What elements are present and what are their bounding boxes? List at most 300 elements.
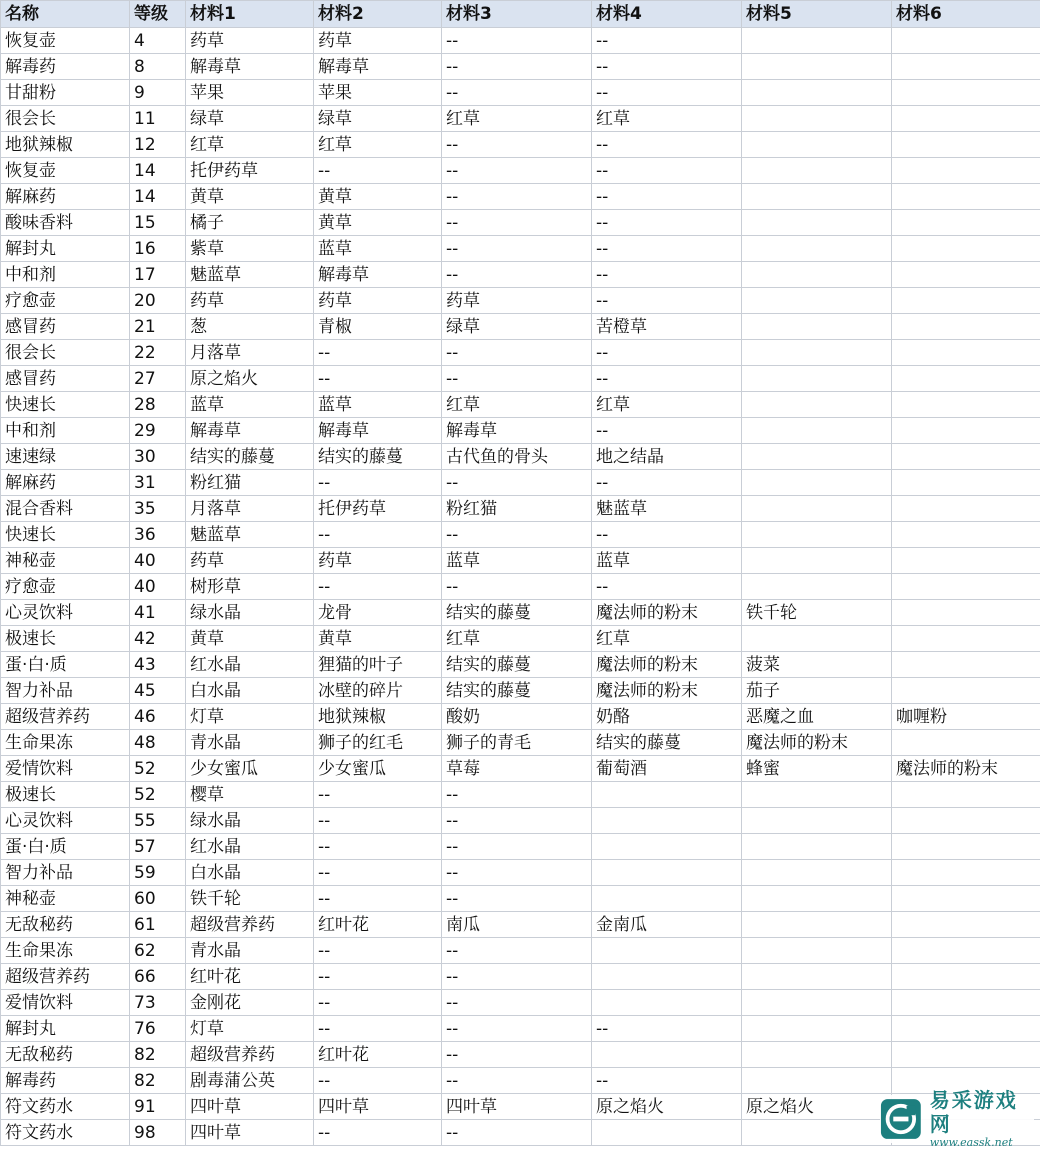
material-cell: -- — [314, 938, 442, 964]
material-cell: -- — [442, 158, 592, 184]
material-cell: -- — [592, 236, 742, 262]
table-row — [1, 1042, 1040, 1068]
material-cell: 原之焰火 — [742, 1094, 892, 1120]
material-cell — [892, 834, 1040, 860]
item-name-cell: 神秘壶 — [1, 886, 130, 912]
material-cell: 红草 — [442, 626, 592, 652]
level-cell: 15 — [130, 210, 186, 236]
material-cell: -- — [442, 1016, 592, 1042]
material-cell: 地狱辣椒 — [314, 704, 442, 730]
material-cell: 药草 — [314, 28, 442, 54]
material-cell — [892, 106, 1040, 132]
material-cell: 结实的藤蔓 — [442, 652, 592, 678]
material-cell — [592, 886, 742, 912]
material-cell: -- — [592, 54, 742, 80]
level-cell: 73 — [130, 990, 186, 1016]
level-cell: 45 — [130, 678, 186, 704]
item-name-cell: 心灵饮料 — [1, 600, 130, 626]
material-cell: 葡萄酒 — [592, 756, 742, 782]
material-cell: 灯草 — [186, 1016, 314, 1042]
table-row — [1, 418, 1040, 444]
table-row — [1, 314, 1040, 340]
material-cell: -- — [592, 470, 742, 496]
level-cell: 55 — [130, 808, 186, 834]
material-cell — [892, 210, 1040, 236]
material-cell: -- — [442, 938, 592, 964]
level-cell: 14 — [130, 158, 186, 184]
material-cell — [892, 236, 1040, 262]
material-cell — [892, 574, 1040, 600]
material-cell — [742, 80, 892, 106]
material-cell: 药草 — [186, 28, 314, 54]
material-cell: 绿草 — [442, 314, 592, 340]
material-cell: -- — [442, 808, 592, 834]
material-cell: 红草 — [314, 132, 442, 158]
table-row — [1, 964, 1040, 990]
level-cell: 31 — [130, 470, 186, 496]
material-cell: -- — [314, 1016, 442, 1042]
level-cell: 42 — [130, 626, 186, 652]
material-cell — [892, 366, 1040, 392]
material-cell: 少女蜜瓜 — [314, 756, 442, 782]
material-cell — [892, 886, 1040, 912]
item-name-cell: 生命果冻 — [1, 730, 130, 756]
material-cell: 托伊药草 — [186, 158, 314, 184]
level-cell: 29 — [130, 418, 186, 444]
material-cell: 红草 — [592, 106, 742, 132]
material-cell: 冰壁的碎片 — [314, 678, 442, 704]
material-cell: -- — [314, 834, 442, 860]
material-cell: 药草 — [442, 288, 592, 314]
material-cell: 药草 — [186, 548, 314, 574]
material-cell: 红草 — [592, 392, 742, 418]
table-row — [1, 886, 1040, 912]
level-cell: 9 — [130, 80, 186, 106]
material-cell — [742, 470, 892, 496]
item-name-cell: 很会长 — [1, 106, 130, 132]
table-row — [1, 834, 1040, 860]
material-cell — [742, 886, 892, 912]
material-cell: 托伊药草 — [314, 496, 442, 522]
material-cell: 古代鱼的骨头 — [442, 444, 592, 470]
level-cell: 66 — [130, 964, 186, 990]
table-row — [1, 444, 1040, 470]
material-cell — [742, 288, 892, 314]
material-cell: 白水晶 — [186, 860, 314, 886]
item-name-cell: 符文药水 — [1, 1120, 130, 1146]
material-cell: 结实的藤蔓 — [314, 444, 442, 470]
table-row — [1, 860, 1040, 886]
material-cell: -- — [592, 1016, 742, 1042]
table-row — [1, 392, 1040, 418]
material-cell — [892, 132, 1040, 158]
material-cell — [892, 938, 1040, 964]
material-cell — [892, 158, 1040, 184]
material-cell: 茄子 — [742, 678, 892, 704]
level-cell: 60 — [130, 886, 186, 912]
material-cell: 魅蓝草 — [186, 522, 314, 548]
material-cell: -- — [314, 808, 442, 834]
column-header: 材料6 — [892, 1, 1040, 28]
level-cell: 46 — [130, 704, 186, 730]
table-row — [1, 704, 1040, 730]
level-cell: 76 — [130, 1016, 186, 1042]
item-name-cell: 解封丸 — [1, 1016, 130, 1042]
material-cell: 黄草 — [186, 184, 314, 210]
item-name-cell: 极速长 — [1, 782, 130, 808]
material-cell: 龙骨 — [314, 600, 442, 626]
column-header: 名称 — [1, 1, 130, 28]
material-cell: 黄草 — [314, 210, 442, 236]
material-cell — [892, 600, 1040, 626]
material-cell — [742, 808, 892, 834]
level-cell: 40 — [130, 548, 186, 574]
table-body — [1, 28, 1040, 1146]
material-cell: -- — [592, 288, 742, 314]
material-cell: 白水晶 — [186, 678, 314, 704]
table-row — [1, 548, 1040, 574]
material-cell — [892, 340, 1040, 366]
material-cell: 粉红猫 — [442, 496, 592, 522]
material-cell — [892, 288, 1040, 314]
item-name-cell: 中和剂 — [1, 262, 130, 288]
material-cell — [742, 522, 892, 548]
material-cell: -- — [592, 262, 742, 288]
level-cell: 28 — [130, 392, 186, 418]
material-cell: 超级营养药 — [186, 912, 314, 938]
material-cell: -- — [592, 574, 742, 600]
material-cell: 灯草 — [186, 704, 314, 730]
item-name-cell: 蛋·白·质 — [1, 834, 130, 860]
material-cell — [592, 860, 742, 886]
material-cell: -- — [442, 782, 592, 808]
material-cell — [742, 938, 892, 964]
table-row — [1, 54, 1040, 80]
material-cell — [742, 990, 892, 1016]
material-cell — [742, 626, 892, 652]
table-header-row — [1, 1, 1040, 28]
material-cell — [892, 314, 1040, 340]
material-cell: 少女蜜瓜 — [186, 756, 314, 782]
material-cell: -- — [314, 470, 442, 496]
table-row — [1, 132, 1040, 158]
material-cell: 超级营养药 — [186, 1042, 314, 1068]
material-cell: -- — [592, 522, 742, 548]
table-row — [1, 340, 1040, 366]
level-cell: 48 — [130, 730, 186, 756]
material-cell — [742, 782, 892, 808]
column-header: 材料5 — [742, 1, 892, 28]
material-cell: 粉红猫 — [186, 470, 314, 496]
material-cell: 苦橙草 — [592, 314, 742, 340]
item-name-cell: 智力补品 — [1, 678, 130, 704]
material-cell — [892, 990, 1040, 1016]
item-name-cell: 快速长 — [1, 392, 130, 418]
material-cell: 黄草 — [314, 184, 442, 210]
level-cell: 11 — [130, 106, 186, 132]
material-cell — [892, 652, 1040, 678]
material-cell: -- — [442, 522, 592, 548]
material-cell — [742, 184, 892, 210]
material-cell — [742, 314, 892, 340]
level-cell: 52 — [130, 782, 186, 808]
item-name-cell: 地狱辣椒 — [1, 132, 130, 158]
material-cell: 绿水晶 — [186, 600, 314, 626]
column-header: 材料2 — [314, 1, 442, 28]
material-cell: 青水晶 — [186, 938, 314, 964]
material-cell — [742, 574, 892, 600]
item-name-cell: 酸味香料 — [1, 210, 130, 236]
material-cell — [892, 548, 1040, 574]
item-name-cell: 解封丸 — [1, 236, 130, 262]
material-cell: 奶酪 — [592, 704, 742, 730]
material-cell: -- — [442, 470, 592, 496]
material-cell: -- — [314, 1068, 442, 1094]
material-cell: -- — [442, 28, 592, 54]
level-cell: 8 — [130, 54, 186, 80]
table-row — [1, 236, 1040, 262]
material-cell: 紫草 — [186, 236, 314, 262]
material-cell — [892, 262, 1040, 288]
material-cell — [742, 444, 892, 470]
level-cell: 12 — [130, 132, 186, 158]
item-name-cell: 恢复壶 — [1, 28, 130, 54]
material-cell — [742, 834, 892, 860]
item-name-cell: 无敌秘药 — [1, 1042, 130, 1068]
item-name-cell: 快速长 — [1, 522, 130, 548]
material-cell: 青椒 — [314, 314, 442, 340]
material-cell: 红草 — [442, 392, 592, 418]
item-name-cell: 解麻药 — [1, 470, 130, 496]
material-cell: -- — [592, 1068, 742, 1094]
material-cell — [892, 730, 1040, 756]
material-cell: 狮子的青毛 — [442, 730, 592, 756]
material-cell: -- — [592, 184, 742, 210]
item-name-cell: 解麻药 — [1, 184, 130, 210]
column-header: 材料3 — [442, 1, 592, 28]
material-cell — [742, 340, 892, 366]
item-name-cell: 混合香料 — [1, 496, 130, 522]
material-cell: -- — [442, 340, 592, 366]
table-row — [1, 210, 1040, 236]
material-cell: 红叶花 — [314, 1042, 442, 1068]
material-cell — [742, 392, 892, 418]
table-row — [1, 106, 1040, 132]
site-watermark — [880, 1095, 1034, 1143]
material-cell: 结实的藤蔓 — [186, 444, 314, 470]
material-cell: 剧毒蒲公英 — [186, 1068, 314, 1094]
material-cell — [742, 548, 892, 574]
material-cell: -- — [442, 184, 592, 210]
material-cell: -- — [592, 340, 742, 366]
material-cell: 红草 — [186, 132, 314, 158]
column-header: 材料4 — [592, 1, 742, 28]
material-cell: -- — [592, 158, 742, 184]
material-cell — [742, 262, 892, 288]
level-cell: 43 — [130, 652, 186, 678]
material-cell: -- — [442, 574, 592, 600]
material-cell: -- — [314, 574, 442, 600]
material-cell: 解毒草 — [186, 54, 314, 80]
material-cell — [742, 1016, 892, 1042]
item-name-cell: 解毒药 — [1, 54, 130, 80]
material-cell — [592, 990, 742, 1016]
item-name-cell: 蛋·白·质 — [1, 652, 130, 678]
material-cell — [892, 1016, 1040, 1042]
material-cell: 樱草 — [186, 782, 314, 808]
material-cell: 月落草 — [186, 496, 314, 522]
table-row — [1, 184, 1040, 210]
level-cell: 61 — [130, 912, 186, 938]
table-row — [1, 678, 1040, 704]
material-cell — [892, 522, 1040, 548]
item-name-cell: 神秘壶 — [1, 548, 130, 574]
material-cell — [742, 496, 892, 522]
level-cell: 14 — [130, 184, 186, 210]
material-cell — [742, 54, 892, 80]
material-cell: 金南瓜 — [592, 912, 742, 938]
table-row — [1, 600, 1040, 626]
material-cell: -- — [314, 782, 442, 808]
table-row — [1, 28, 1040, 54]
material-cell: 地之结晶 — [592, 444, 742, 470]
material-cell: 铁千轮 — [742, 600, 892, 626]
material-cell — [742, 860, 892, 886]
material-cell: 红叶花 — [186, 964, 314, 990]
material-cell: 解毒草 — [442, 418, 592, 444]
item-name-cell: 极速长 — [1, 626, 130, 652]
item-name-cell: 生命果冻 — [1, 938, 130, 964]
material-cell: -- — [592, 418, 742, 444]
material-cell: 黄草 — [314, 626, 442, 652]
material-cell — [742, 964, 892, 990]
item-name-cell: 爱情饮料 — [1, 756, 130, 782]
material-cell: 魅蓝草 — [592, 496, 742, 522]
material-cell — [892, 80, 1040, 106]
material-cell — [892, 444, 1040, 470]
level-cell: 35 — [130, 496, 186, 522]
material-cell — [892, 496, 1040, 522]
material-cell: 红草 — [442, 106, 592, 132]
material-cell: 魅蓝草 — [186, 262, 314, 288]
material-cell — [892, 808, 1040, 834]
material-cell — [742, 1068, 892, 1094]
level-cell: 4 — [130, 28, 186, 54]
material-cell: 恶魔之血 — [742, 704, 892, 730]
table-row — [1, 366, 1040, 392]
item-name-cell: 疗愈壶 — [1, 574, 130, 600]
item-name-cell: 智力补品 — [1, 860, 130, 886]
level-cell: 30 — [130, 444, 186, 470]
table-row — [1, 782, 1040, 808]
material-cell — [742, 1042, 892, 1068]
item-name-cell: 疗愈壶 — [1, 288, 130, 314]
level-cell: 40 — [130, 574, 186, 600]
material-cell: -- — [442, 366, 592, 392]
material-cell: -- — [314, 522, 442, 548]
table-row — [1, 496, 1040, 522]
material-cell: -- — [314, 158, 442, 184]
material-cell: 红水晶 — [186, 834, 314, 860]
table-row — [1, 938, 1040, 964]
material-cell: -- — [442, 964, 592, 990]
level-cell: 27 — [130, 366, 186, 392]
material-cell — [892, 964, 1040, 990]
table-row — [1, 262, 1040, 288]
material-cell: 蓝草 — [186, 392, 314, 418]
level-cell: 91 — [130, 1094, 186, 1120]
material-cell: 红水晶 — [186, 652, 314, 678]
material-cell — [892, 626, 1040, 652]
material-cell — [892, 184, 1040, 210]
material-cell: -- — [592, 132, 742, 158]
material-cell: -- — [442, 262, 592, 288]
material-cell: -- — [592, 28, 742, 54]
level-cell: 59 — [130, 860, 186, 886]
material-cell — [592, 938, 742, 964]
item-name-cell: 感冒药 — [1, 314, 130, 340]
material-cell: 四叶草 — [442, 1094, 592, 1120]
level-cell: 17 — [130, 262, 186, 288]
material-cell — [742, 366, 892, 392]
level-cell: 52 — [130, 756, 186, 782]
material-cell: 草莓 — [442, 756, 592, 782]
material-cell: 解毒草 — [186, 418, 314, 444]
material-cell: 铁千轮 — [186, 886, 314, 912]
item-name-cell: 中和剂 — [1, 418, 130, 444]
material-cell: -- — [442, 1042, 592, 1068]
column-header: 材料1 — [186, 1, 314, 28]
material-cell: 原之焰火 — [592, 1094, 742, 1120]
level-cell: 21 — [130, 314, 186, 340]
material-cell: 魔法师的粉末 — [892, 756, 1040, 782]
level-cell: 62 — [130, 938, 186, 964]
material-cell: -- — [442, 236, 592, 262]
table-row — [1, 522, 1040, 548]
material-cell — [742, 236, 892, 262]
material-cell: 蜂蜜 — [742, 756, 892, 782]
material-cell — [892, 392, 1040, 418]
item-name-cell: 符文药水 — [1, 1094, 130, 1120]
table-row — [1, 912, 1040, 938]
material-cell: -- — [314, 366, 442, 392]
table-row — [1, 1016, 1040, 1042]
material-cell: 结实的藤蔓 — [592, 730, 742, 756]
material-cell — [742, 210, 892, 236]
item-name-cell: 解毒药 — [1, 1068, 130, 1094]
material-cell — [592, 1042, 742, 1068]
material-cell — [892, 782, 1040, 808]
material-cell — [742, 418, 892, 444]
level-cell: 98 — [130, 1120, 186, 1146]
material-cell: -- — [442, 80, 592, 106]
material-cell: 魔法师的粉末 — [742, 730, 892, 756]
material-cell — [742, 106, 892, 132]
material-cell: 魔法师的粉末 — [592, 600, 742, 626]
material-cell: -- — [314, 964, 442, 990]
material-cell — [592, 782, 742, 808]
table-row — [1, 730, 1040, 756]
material-cell: 解毒草 — [314, 418, 442, 444]
material-cell: 蓝草 — [314, 392, 442, 418]
material-cell: 蓝草 — [314, 236, 442, 262]
material-cell — [742, 912, 892, 938]
material-cell: -- — [442, 1068, 592, 1094]
material-cell: -- — [442, 990, 592, 1016]
material-cell: 金刚花 — [186, 990, 314, 1016]
table-row — [1, 990, 1040, 1016]
eassk-logo-icon — [880, 1097, 922, 1141]
